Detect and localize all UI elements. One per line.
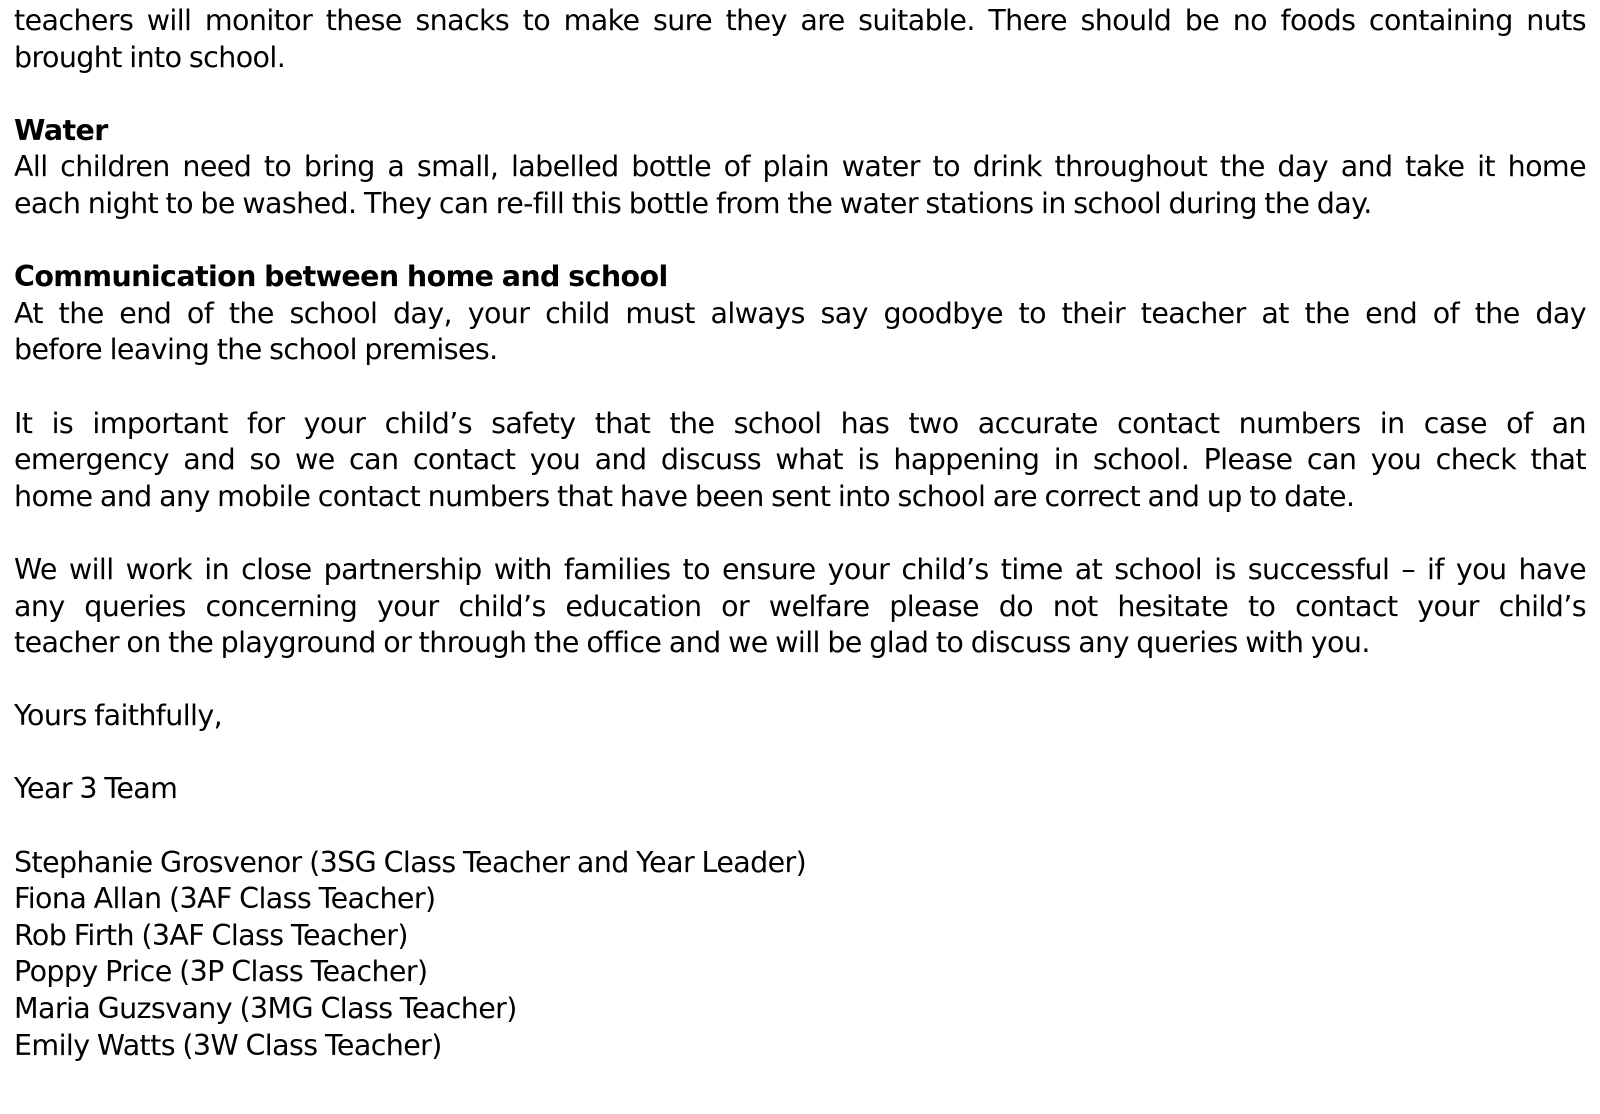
signatory-list bbox=[14, 845, 1586, 1065]
paragraph-line: brought into school. bbox=[14, 40, 286, 74]
spacer bbox=[14, 369, 1586, 406]
letter-page bbox=[14, 3, 1586, 1064]
spacer bbox=[14, 735, 1586, 772]
water-section bbox=[14, 113, 1586, 223]
signatory-item: Fiona Allan (3AF Class Teacher) bbox=[14, 882, 436, 916]
spacer bbox=[14, 76, 1586, 113]
paragraph-line: any queries concerning your child’s education or welfare please do not hesitate to contact your child’s bbox=[14, 589, 1586, 623]
spacer bbox=[14, 808, 1586, 845]
spacer bbox=[14, 515, 1586, 552]
snacks-paragraph bbox=[14, 3, 1586, 76]
spacer bbox=[14, 223, 1586, 260]
paragraph-line: each night to be washed. They can re-fill this bottle from the water stations in school during the day. bbox=[14, 186, 1372, 220]
paragraph-line: teachers will monitor these snacks to make sure they are suitable. There should be no foods containing nuts bbox=[14, 4, 1586, 37]
paragraph-line: before leaving the school premises. bbox=[14, 333, 498, 367]
paragraph-line: emergency and so we can contact you and discuss what is happening in school. Please can you check that bbox=[14, 443, 1586, 477]
paragraph-line: It is important for your child’s safety that the school has two accurate contact numbers in case of an bbox=[14, 406, 1586, 440]
paragraph-line: All children need to bring a small, labelled bottle of plain water to drink throughout the day and take it home bbox=[14, 150, 1586, 184]
signatory-item: Poppy Price (3P Class Teacher) bbox=[14, 955, 428, 989]
paragraph-line: teacher on the playground or through the office and we will be glad to discuss any queries with you. bbox=[14, 626, 1370, 660]
signatory-item: Rob Firth (3AF Class Teacher) bbox=[14, 918, 408, 952]
paragraph-line: home and any mobile contact numbers that have been sent into school are correct and up to date. bbox=[14, 479, 1355, 513]
paragraph-line: We will work in close partnership with families to ensure your child’s time at school is successful – if you have bbox=[14, 552, 1586, 586]
closing-salutation: Yours faithfully, bbox=[14, 699, 223, 733]
signatory-item: Stephanie Grosvenor (3SG Class Teacher and Year Leader) bbox=[14, 845, 807, 879]
team-name: Year 3 Team bbox=[14, 772, 178, 806]
signatory-item: Emily Watts (3W Class Teacher) bbox=[14, 1028, 442, 1062]
spacer bbox=[14, 662, 1586, 699]
communication-heading: Communication between home and school bbox=[14, 260, 668, 294]
paragraph-line: At the end of the school day, your child must always say goodbye to their teacher at the end of the day bbox=[14, 296, 1586, 330]
water-heading: Water bbox=[14, 113, 108, 147]
communication-section bbox=[14, 259, 1586, 662]
signatory-item: Maria Guzsvany (3MG Class Teacher) bbox=[14, 992, 517, 1026]
